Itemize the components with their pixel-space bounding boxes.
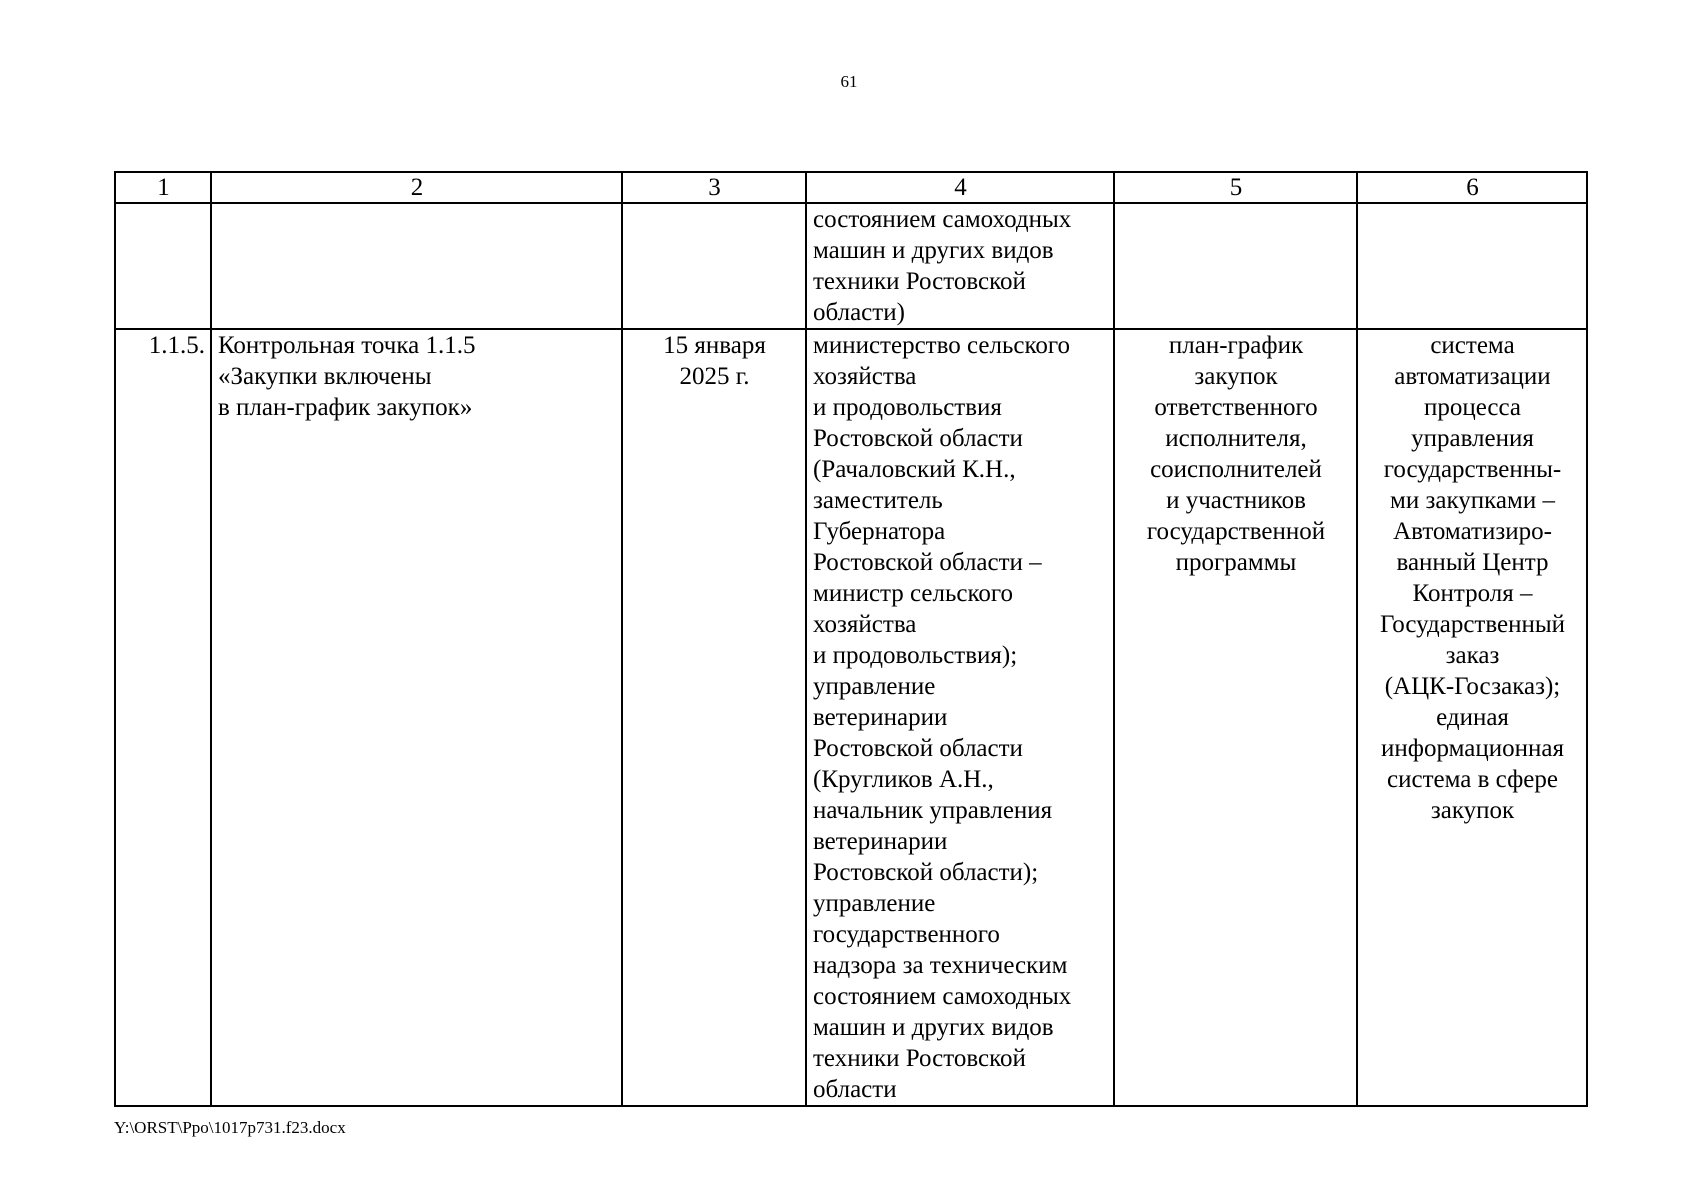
header-cell-3: 3 — [622, 172, 806, 203]
header-cell-5: 5 — [1114, 172, 1357, 203]
header-cell-6: 6 — [1357, 172, 1587, 203]
cell-system: система автоматизации процесса управления государственны- ми закупками – Автоматизиро- ванный Центр Контроля – Государственный заказ (АЦК-Госзаказ); единая информационная система в сфере закупок — [1357, 329, 1587, 1106]
cell-name — [211, 203, 622, 329]
header-cell-2: 2 — [211, 172, 622, 203]
cell-name: Контрольная точка 1.1.5 «Закупки включены в план-график закупок» — [211, 329, 622, 1106]
cell-number: 1.1.5. — [115, 329, 211, 1106]
cell-number — [115, 203, 211, 329]
page-number: 61 — [840, 72, 858, 91]
cell-responsible: состоянием самоходных машин и других видов техники Ростовской области) — [806, 203, 1114, 329]
cell-date: 15 января 2025 г. — [622, 329, 806, 1106]
cell-date — [622, 203, 806, 329]
cell-document — [1114, 203, 1357, 329]
header-cell-4: 4 — [806, 172, 1114, 203]
cell-responsible: министерство сельского хозяйства и продовольствия Ростовской области (Рачаловский К.Н., заместитель Губернатора Ростовской области – министр сельского хозяйства и продовольствия); управление ветеринарии Ростовской области (Кругликов А.Н., начальник управления ветеринарии Ростовской области); управление государственного надзора за техническим состоянием самоходных машин и других видов техники Ростовской области — [806, 329, 1114, 1106]
cell-document: план-график закупок ответственного исполнителя, соисполнителей и участников государственной программы — [1114, 329, 1357, 1106]
table-row-1-1-5 — [115, 329, 1587, 1106]
data-table — [114, 171, 1588, 1107]
header-cell-1: 1 — [115, 172, 211, 203]
footer-file-path: Y:\ORST\Ppo\1017p731.f23.docx — [114, 1118, 346, 1137]
table-header-row — [115, 172, 1587, 203]
cell-system — [1357, 203, 1587, 329]
table-row-continuation — [115, 203, 1587, 329]
